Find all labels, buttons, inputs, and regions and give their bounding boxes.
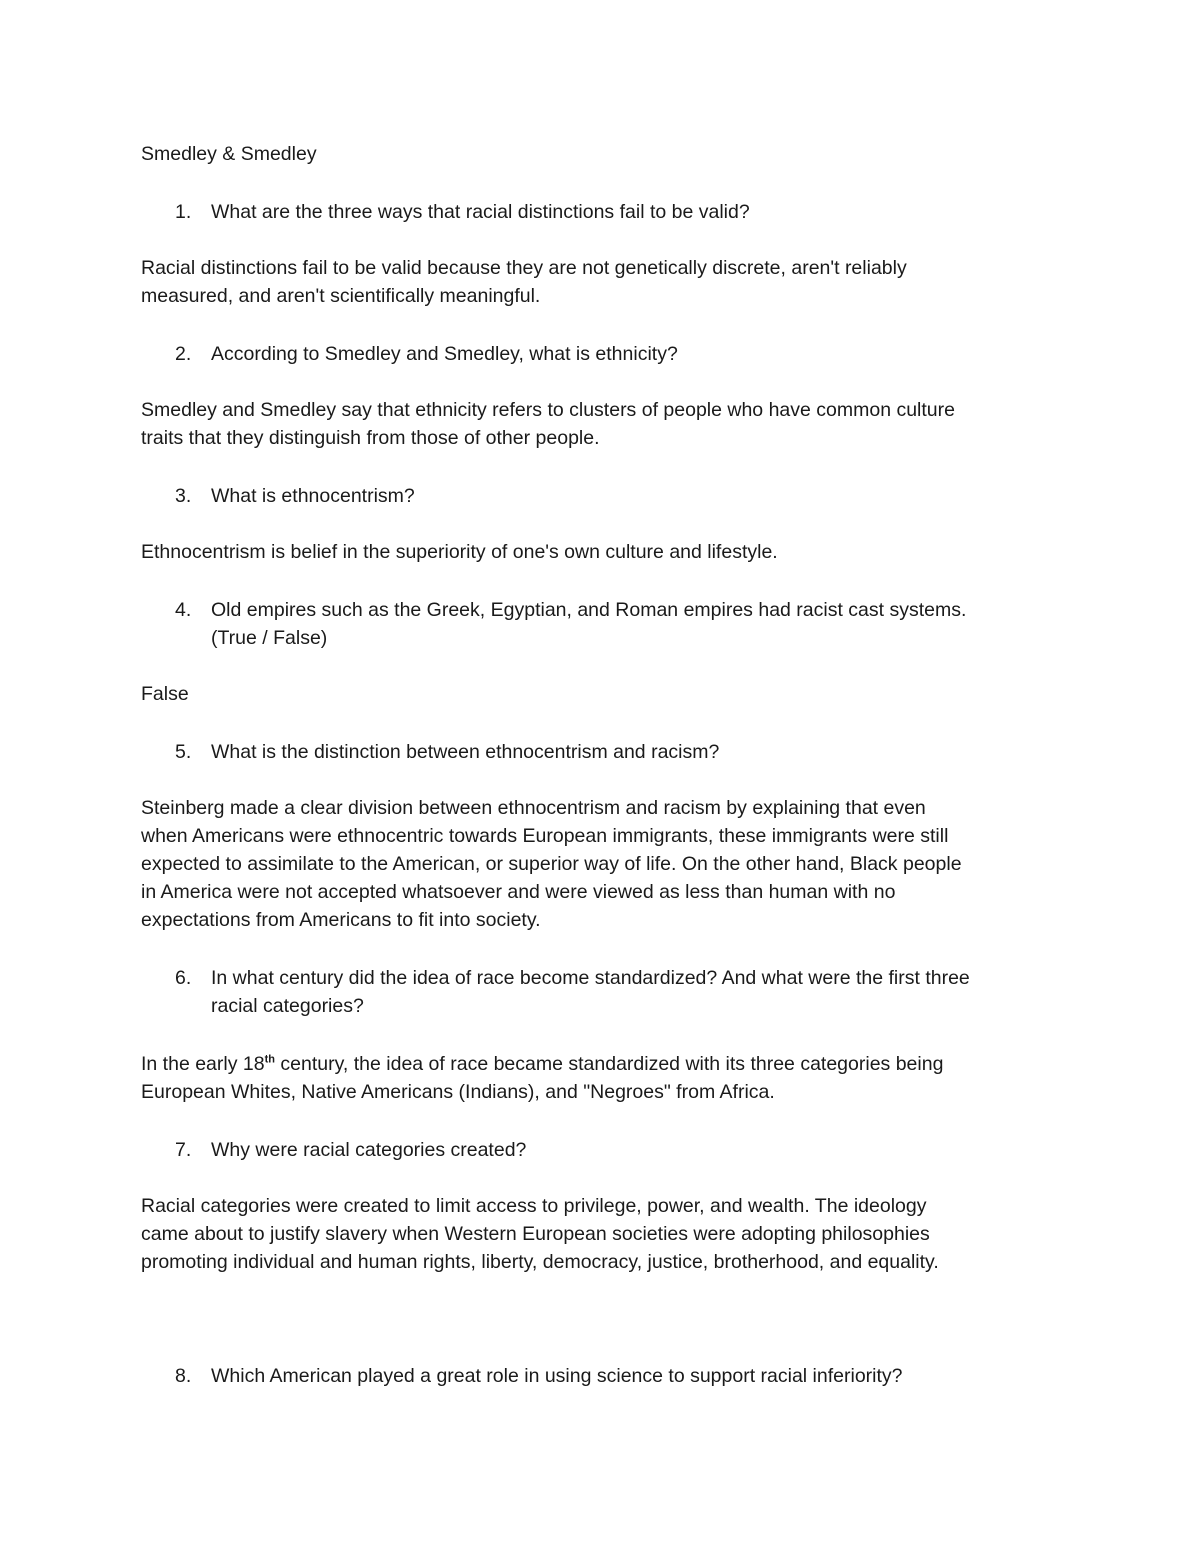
answer-2-line-1: Smedley and Smedley say that ethnicity refers to clusters of people who have common culture [141,399,955,421]
answer-6-line-2: European Whites, Native Americans (Indians), and "Negroes" from Africa. [141,1081,775,1103]
answer-5-line-3: expected to assimilate to the American, or superior way of life. On the other hand, Black people [141,853,962,875]
question-5 [175,738,1075,767]
question-number: 7. [175,1139,192,1161]
question-text: In what century did the idea of race become standardized? And what were the first three [211,967,970,989]
answer-6-line-1 [141,1050,1071,1079]
answer-6-pre: In the early 18 [141,1053,265,1075]
question-number: 8. [175,1365,192,1387]
answer-4-line-1: False [141,683,189,705]
question-8 [175,1362,1075,1391]
question-4-continuation [175,624,1075,653]
answer-7-line-3: promoting individual and human rights, liberty, democracy, justice, brotherhood, and equality. [141,1251,939,1273]
question-number: 5. [175,741,192,763]
question-text: What is ethnocentrism? [211,485,415,507]
answer-5-line-5: expectations from Americans to fit into society. [141,909,541,931]
question-3 [175,482,1075,511]
question-text-line-2: racial categories? [211,995,364,1017]
question-text: What are the three ways that racial distinctions fail to be valid? [211,201,750,223]
question-text-line-2: (True / False) [211,627,328,649]
answer-5-line-4: in America were not accepted whatsoever and were viewed as less than human with no [141,881,896,903]
answer-1-line-1: Racial distinctions fail to be valid because they are not genetically discrete, aren't reliably [141,257,907,279]
answer-7-line-1: Racial categories were created to limit access to privilege, power, and wealth. The ideology [141,1195,927,1217]
answer-5-line-1: Steinberg made a clear division between ethnocentrism and racism by explaining that even [141,797,926,819]
answer-3-line-1: Ethnocentrism is belief in the superiority of one's own culture and lifestyle. [141,541,778,563]
question-6 [175,964,1075,993]
question-number: 2. [175,343,192,365]
question-text: What is the distinction between ethnocentrism and racism? [211,741,720,763]
document-title: Smedley & Smedley [141,143,317,165]
question-7 [175,1136,1075,1165]
answer-6-post: century, the idea of race became standardized with its three categories being [274,1053,944,1075]
answer-5-line-2: when Americans were ethnocentric towards European immigrants, these immigrants were still [141,825,949,847]
question-number: 3. [175,485,192,507]
question-4 [175,596,1075,625]
question-6-continuation [175,992,1075,1021]
question-text: Old empires such as the Greek, Egyptian, and Roman empires had racist cast systems. [211,599,967,621]
question-2 [175,340,1075,369]
ordinal-suffix: th [264,1053,275,1066]
answer-7-line-2: came about to justify slavery when Western European societies were adopting philosophies [141,1223,930,1245]
question-text: Why were racial categories created? [211,1139,527,1161]
question-number: 1. [175,201,192,223]
question-1 [175,198,1075,227]
question-number: 4. [175,599,192,621]
question-number: 6. [175,967,192,989]
question-text: According to Smedley and Smedley, what is ethnicity? [211,343,678,365]
question-text: Which American played a great role in using science to support racial inferiority? [211,1365,903,1387]
answer-1-line-2: measured, and aren't scientifically meaningful. [141,285,541,307]
answer-2-line-2: traits that they distinguish from those of other people. [141,427,600,449]
